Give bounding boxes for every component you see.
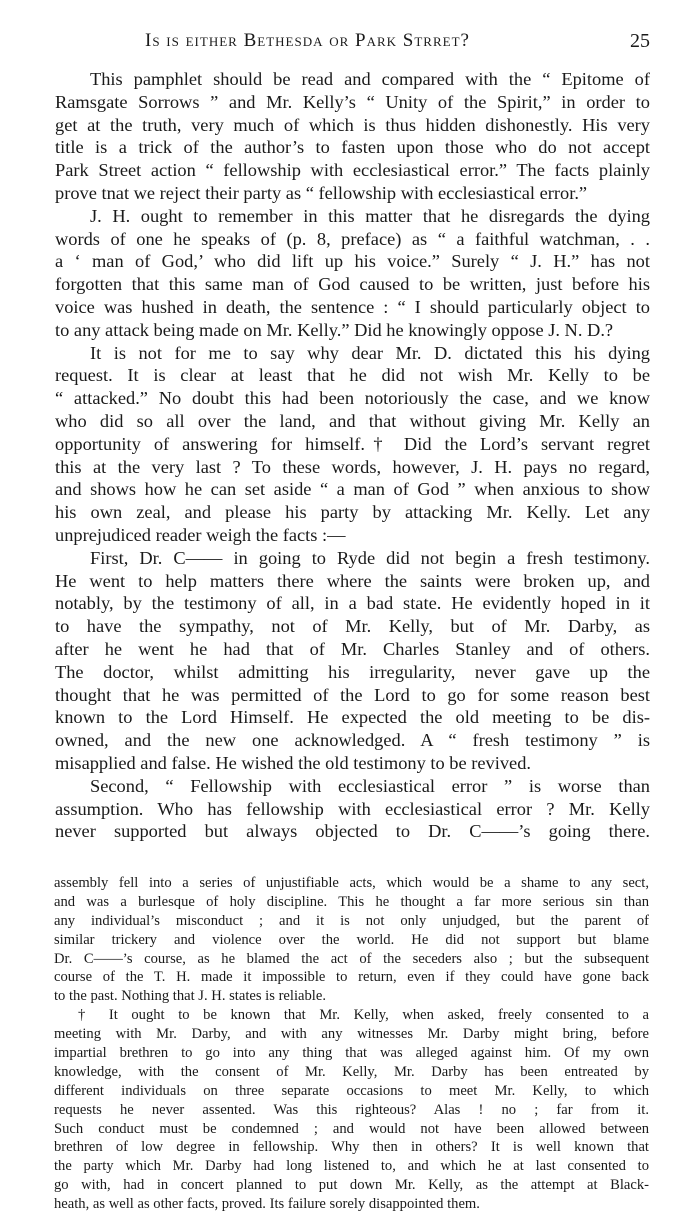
paragraph xyxy=(55,68,650,205)
text-line: this at the very last ? To these words, however, J. H. pays no regard, xyxy=(55,456,650,477)
text-line: and shows how he can set aside “ a man of God ” when anxious to show xyxy=(55,479,650,500)
text-line: assumption. Who has fellowship with ecclesiastical error ? Mr. Kelly xyxy=(55,798,650,819)
text-line: voice was hushed in death, the sentence : “ I should particularly object to xyxy=(55,296,650,317)
text-line: a ‘ man of God,’ who did lift up his voice.” Surely “ J. H.” has not xyxy=(55,251,650,272)
text-line: to any attack being made on Mr. Kelly.” Did he knowingly oppose J. N. D.? xyxy=(55,319,614,340)
text-line: assembly fell into a series of unjustifiable acts, which would be a shame to any sect, xyxy=(54,875,649,891)
text-line: brethren of low degree in fellowship. Why then in others? It is well known that xyxy=(54,1139,649,1156)
footnote xyxy=(54,874,649,1006)
text-line: known to the Lord Himself. He expected the old meeting to be dis- xyxy=(55,707,650,728)
text-line: opportunity of answering for himself.† Did the Lord’s servant regret xyxy=(55,433,650,454)
text-line: and was a burlesque of holy discipline. This he thought a far more serious sin than xyxy=(54,893,649,910)
text-line: First, Dr. C—— in going to Ryde did not begin a fresh testimony. xyxy=(90,547,650,568)
text-line: to have the sympathy, not of Mr. Kelly, but of Mr. Darby, as xyxy=(55,616,650,637)
text-line: J. H. ought to remember in this matter that he disregards the dying xyxy=(90,205,650,226)
text-line: thought that he was permitted of the Lord to go for some reason best xyxy=(55,684,650,705)
text-line: The doctor, whilst admitting his irregularity, never gave up the xyxy=(55,661,650,682)
footnote xyxy=(54,1006,649,1214)
running-title: Is is either Bethesda or Park Strret? xyxy=(145,30,470,51)
text-line: any individual’s misconduct ; and it is not only unjudged, but the parent of xyxy=(54,912,649,929)
paragraph xyxy=(55,547,650,775)
text-line: Ramsgate Sorrows ” and Mr. Kelly’s “ Unity of the Spirit,” in order to xyxy=(55,91,650,112)
text-line: forgotten that this same man of God caused to be written, just before his xyxy=(55,274,650,295)
text-line: request. It is clear at least that he did not wish Mr. Kelly to be xyxy=(55,365,650,386)
text-line: unprejudiced reader weigh the facts :— xyxy=(55,524,346,545)
text-line: “ attacked.” No doubt this had been notoriously the case, and we know xyxy=(55,388,650,409)
paragraph xyxy=(55,342,650,547)
text-line: requests he never assented. Was this righteous? Alas ! no ; far from it. xyxy=(54,1101,649,1118)
text-line: after he went he had that of Mr. Charles Stanley and of others. xyxy=(55,638,650,659)
text-line: Dr. C——’s course, as he blamed the act of the seceders also ; but the subsequent xyxy=(54,950,649,967)
running-header xyxy=(55,30,650,56)
text-line: different individuals on three separate occasions to meet Mr. Kelly, to which xyxy=(54,1082,649,1099)
text-line: title is a trick of the author’s to fasten upon those who do not accept xyxy=(55,137,650,158)
text-line: the party which Mr. Darby had long listened to, and which he at last consented to xyxy=(54,1158,649,1175)
text-line: meeting with Mr. Darby, and with any witnesses Mr. Darby might bring, before xyxy=(54,1026,649,1043)
text-line: words of one he speaks of (p. 8, preface) as “ a faithful watchman, . . xyxy=(55,228,650,249)
paragraph xyxy=(55,775,650,843)
text-line: heath, as well as other facts, proved. Its failure sorely disappointed them. xyxy=(54,1196,480,1213)
text-line: go with, had in concert planned to put down Mr. Kelly, as the attempt at Black- xyxy=(54,1177,649,1194)
paragraph xyxy=(55,205,650,342)
text-line: notably, by the testimony of all, in a bad state. He evidently hoped in it xyxy=(55,593,650,614)
text-line: get at the truth, very much of which is thus hidden dishonestly. His very xyxy=(55,114,650,135)
text-line: course of the T. H. made it impossible to return, even if they could have gone back xyxy=(54,969,649,986)
text-line: knowledge, with the consent of Mr. Kelly, Mr. Darby has been entreated by xyxy=(54,1063,649,1080)
text-line: Such conduct must be condemned ; and would not have been allowed between xyxy=(54,1120,649,1137)
text-line: He went to help matters there where the saints were broken up, and xyxy=(55,570,650,591)
text-line: his own zeal, and please his party by attacking Mr. Kelly. Let any xyxy=(55,502,650,523)
text-line: similar trickery and violence over the world. He did not support but blame xyxy=(54,931,649,948)
text-line: † It ought to be known that Mr. Kelly, when asked, freely consented to a xyxy=(78,1007,649,1024)
page-number: 25 xyxy=(630,30,650,52)
text-line: This pamphlet should be read and compared with the “ Epitome of xyxy=(90,69,650,89)
main-text xyxy=(55,68,650,843)
text-line: who did so all over the land, and that without giving Mr. Kelly an xyxy=(55,410,650,431)
text-line: never supported but always objected to Dr. C——’s going there. xyxy=(55,821,650,842)
text-line: misapplied and false. He wished the old testimony to be revived. xyxy=(55,752,532,773)
text-line: impartial brethren to go into any thing that was alleged against him. Of my own xyxy=(54,1045,649,1062)
text-line: prove tnat we reject their party as “ fellowship with ecclesiastical error.” xyxy=(55,182,588,203)
text-line: to the past. Nothing that J. H. states is reliable. xyxy=(54,988,326,1005)
text-line: Park Street action “ fellowship with ecclesiastical error.” The facts plainly xyxy=(55,160,650,181)
footnotes xyxy=(54,874,649,1214)
text-line: Second, “ Fellowship with ecclesiastical error ” is worse than xyxy=(90,775,650,796)
text-line: owned, and the new one acknowledged. A “ fresh testimony ” is xyxy=(55,730,650,751)
text-line: It is not for me to say why dear Mr. D. dictated this his dying xyxy=(90,342,650,363)
